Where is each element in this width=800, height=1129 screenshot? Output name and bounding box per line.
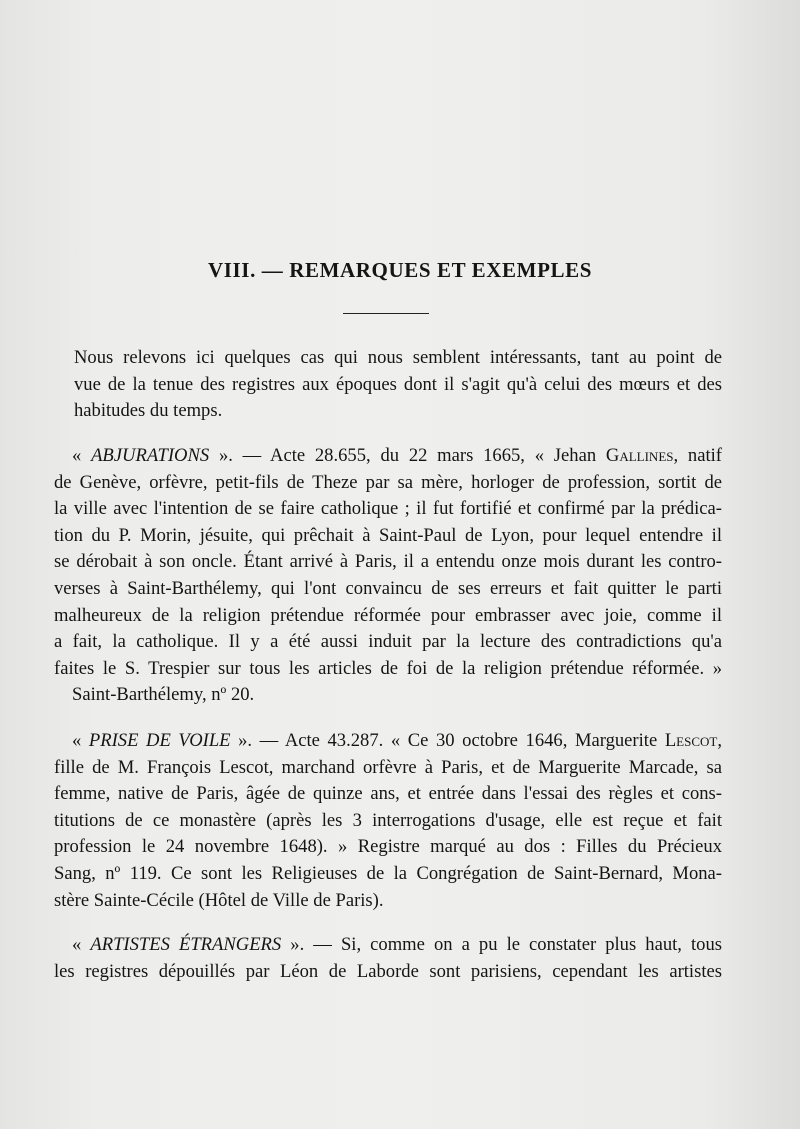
artistes-etrangers-line: les registres dépouillés par Léon de Laborde sont parisiens, cependant les artistes: [54, 960, 722, 982]
abjurations-intro: ». — Acte 28.655, du 22 mars 1665, « Jehan: [209, 445, 606, 466]
prise-de-voile-line: femme, native de Paris, âgée de quinze ans, et entrée dans l'essai des règles et cons-: [54, 783, 722, 805]
person-name: Gallines: [605, 445, 674, 466]
intro-line: habitudes du temps.: [74, 400, 223, 422]
abjurations-line: faites le S. Trespier sur tous les articles de foi de la religion prétendue réformée. »: [54, 657, 722, 679]
abjurations-title: ABJURATIONS: [91, 445, 210, 466]
person-name: Lescot: [664, 730, 718, 751]
abjurations-intro-end: , natif: [673, 445, 722, 466]
prise-de-voile-line: profession le 24 novembre 1648). » Registre marqué au dos : Filles du Précieux: [54, 836, 722, 858]
abjurations-line: de Genève, orfèvre, petit-fils de Theze par sa mère, horloger de profession, sortit de: [54, 471, 722, 493]
section-heading: VIII. — REMARQUES ET EXEMPLES: [208, 258, 592, 282]
artistes-etrangers-paragraph: [54, 932, 722, 985]
abjurations-line: la ville avec l'intention de se faire catholique ; il fut fortifié et confirmé par la prédica-: [54, 498, 722, 520]
prise-de-voile-paragraph: [54, 728, 722, 914]
abjurations-reference: Saint-Barthélemy, nº 20.: [72, 684, 255, 706]
prise-de-voile-intro: ». — Acte 43.287. « Ce 30 octobre 1646, Marguerite: [230, 730, 665, 751]
prise-de-voile-intro-end: ,: [717, 730, 722, 751]
abjurations-line: verses à Saint-Barthélemy, qui l'ont convaincu de ses erreurs et fait quitter le parti: [54, 577, 722, 599]
artistes-etrangers-title: ARTISTES ÉTRANGERS: [90, 934, 282, 955]
artistes-etrangers-first-line: [54, 932, 722, 959]
prise-de-voile-title: PRISE DE VOILE: [88, 730, 231, 751]
quote-open: «: [72, 730, 89, 751]
artistes-etrangers-intro: ». — Si, comme on a pu le constater plus haut, tous: [281, 934, 722, 955]
prise-de-voile-line: Sang, nº 119. Ce sont les Religieuses de la Congrégation de Saint-Bernard, Mona-: [54, 862, 722, 884]
prise-de-voile-line: stère Sainte-Cécile (Hôtel de Ville de Paris).: [54, 889, 384, 911]
abjurations-line: malheureux de la religion prétendue réformée pour embrasser avec joie, comme il: [54, 604, 722, 626]
quote-open: «: [72, 934, 91, 955]
abjurations-line: tion du P. Morin, jésuite, qui prêchait à Saint-Paul de Lyon, pour lequel entendre il: [54, 524, 722, 546]
abjurations-paragraph: [54, 443, 722, 709]
prise-de-voile-line: fille de M. François Lescot, marchand orfèvre à Paris, et de Marguerite Marcade, sa: [54, 756, 722, 778]
intro-line: vue de la tenue des registres aux époques dont il s'agit qu'à celui des mœurs et des: [74, 373, 722, 395]
abjurations-line: se dérobait à son oncle. Étant arrivé à Paris, il a entendu onze mois durant les contro-: [54, 551, 722, 573]
abjurations-line: a fait, la catholique. Il y a été aussi induit par la lecture des contradictions qu'a: [54, 631, 722, 653]
intro-line: Nous relevons ici quelques cas qui nous semblent intéressants, tant au point de: [74, 347, 722, 368]
prise-de-voile-line: titutions de ce monastère (après les 3 interrogations d'usage, elle est reçue et fait: [54, 809, 722, 831]
heading-rule: [343, 313, 429, 314]
prise-de-voile-first-line: [54, 728, 722, 755]
abjurations-first-line: [54, 443, 722, 470]
intro-paragraph: [74, 345, 722, 425]
quote-open: «: [72, 445, 92, 466]
